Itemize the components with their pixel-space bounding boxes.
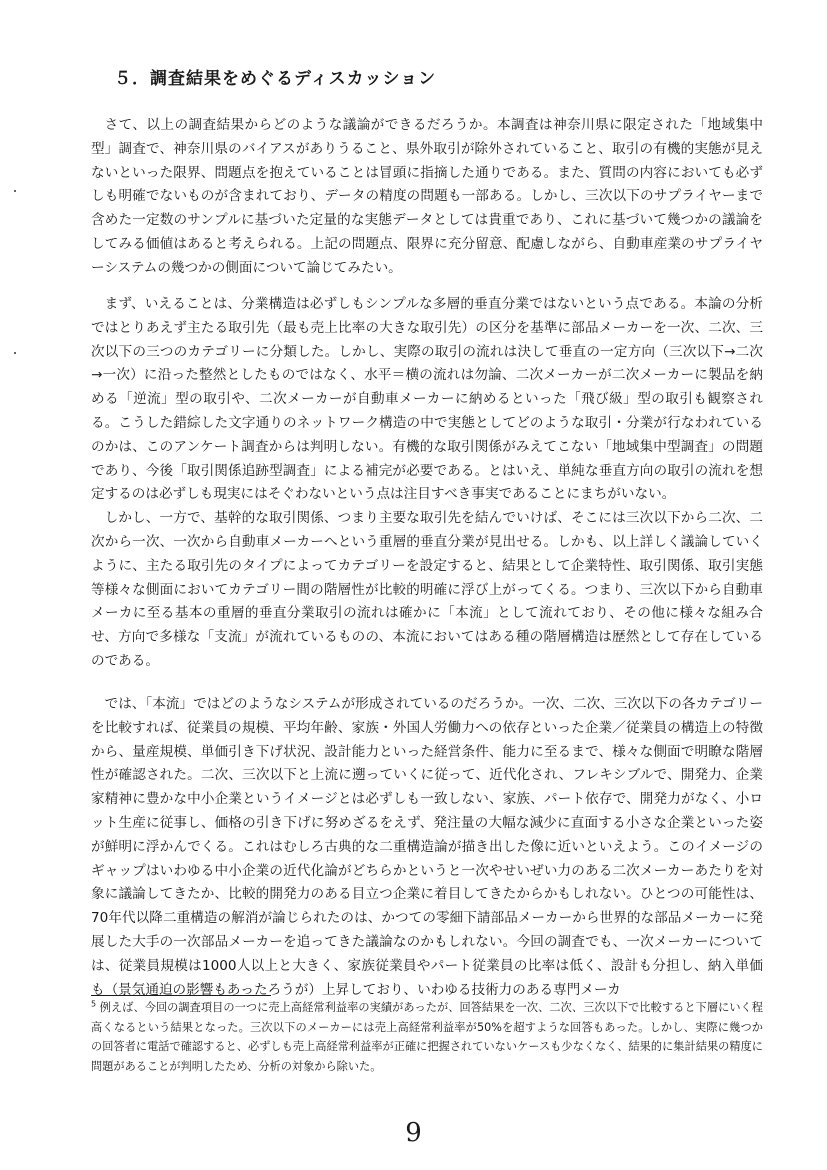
body-block-mainstream bbox=[91, 693, 763, 1002]
body-paragraph: しかし、一方で、基幹的な取引関係、つまり主要な取引先を結んでいけば、そこには三次以下から二次、二次から一次、一次から自動車メーカーへという重層的垂直分業が見出せる。しかも、以上詳しく議論していくように、主たる取引先のタイプによってカテゴリーを設定すると、結果として企業特性、取引関係、取引実態等様々な側面においてカテゴリー間の階層性が比較的明確に浮び上がってくる。つまり、三次以下から自動車メーカに至る基本の重層的垂直分業取引の流れは確かに「本流」として流れており、その他に様々な組み合せ、方向で多様な「支流」が流れているものの、本流においてはある種の階層構造は歴然として存在しているのである。 bbox=[91, 510, 763, 669]
section-heading: ５．調査結果をめぐるディスカッション bbox=[114, 69, 437, 89]
body-block-structure bbox=[91, 293, 763, 674]
footnote-divider bbox=[91, 995, 271, 996]
footnote-mark: 5 bbox=[91, 999, 97, 1009]
body-paragraph: さて、以上の調査結果からどのような議論ができるだろうか。本調査は神奈川県に限定された「地域集中型」調査で、神奈川県のバイアスがありうること、県外取引が除外されていること、取引の有機的実態が見えないといった限界、問題点を抱えていることは冒頭に指摘した通りである。また、質問の内容においても必ずしも明確でないものが含まれており、データの精度の問題も一部ある。しかし、三次以下のサプライヤーまで含めた一定数のサンプルに基づいた定量的な実態データとしては貴重であり、これに基づいて幾つかの議論をしてみる価値はあると考えられる。上記の問題点、限界に充分留意、配慮しながら、自動車産業のサプライヤーシステムの幾つかの側面について論じてみたい。 bbox=[91, 117, 763, 276]
body-block-intro bbox=[91, 114, 763, 281]
scan-speck bbox=[14, 352, 16, 354]
page-number: 9 bbox=[405, 1118, 422, 1148]
scan-speck bbox=[14, 190, 16, 192]
body-paragraph: まず、いえることは、分業構造は必ずしもシンプルな多層的垂直分業ではないという点である。本論の分析ではとりあえず主たる取引先（最も売上比率の大きな取引先）の区分を基準に部品メーカーを一次、二次、三次以下の三つのカテゴリーに分類した。しかし、実際の取引の流れは決して垂直の一定方向（三次以下→二次→一次）に沿った整然としたものではなく、水平＝横の流れは勿論、二次メーカーが二次メーカーに製品を納める「逆流」型の取引や、二次メーカーが自動車メーカーに納めるといった「飛び級」型の取引も観察される。こうした錯綜した文字通りのネットワーク構造の中で実態としてどのような取引・分業が行なわれているのかは、このアンケート調査からは判明しない。有機的な取引関係がみえてこない「地域集中型調査」の問題であり、今後「取引関係追跡型調査」による補完が必要である。とはいえ、単純な垂直方向の取引の流れを想定するのは必ずしも現実にはそぐわないという点は注目すべき事実であることにまちがいない。 bbox=[91, 296, 763, 503]
body-paragraph: では、「本流」ではどのようなシステムが形成されているのだろうか。一次、二次、三次以下の各カテゴリーを比較すれば、従業員の規模、平均年齢、家族・外国人労働力への依存といった企業／従業員の構造上の特徴から、量産規模、単価引き下げ状況、設計能力といった経営条件、能力に至るまで、様々な側面で明瞭な階層性が確認された。二次、三次以下と上流に遡っていくに従って、近代化され、フレキシブルで、開発力、企業家精神に豊かな中小企業というイメージとは必ずしも一致しない、家族、パート依存で、開発力がなく、小ロット生産に従事し、価格の引き下げに努めざるをえず、発注量の大幅な減少に直面する小さな企業といった姿が鮮明に浮かんでくる。これはむしろ古典的な二重構造論が描き出した像に近いといえよう。このイメージのギャップはいわゆる中小企業の近代化論がどちらかというと一次やせいぜい力のある二次メーカーあたりを対象に議論してきたか、比較的開発力のある目立つ企業に着目してきたからかもしれない。ひとつの可能性は、70年代以降二重構造の解消が論じられたのは、かつての零細下請部品メーカーから世界的な部品メーカーに発展した大手の一次部品メーカーを追ってきた議論なのかもしれない。今回の調査でも、一次メーカーについては、従業員規模は1000人以上と大きく、家族従業員やパート従業員の比率は低く、設計も分担し、納入単価も（景気通迫の影響もあったろうが）上昇しており、いわゆる技術力のある専門メーカ bbox=[91, 696, 763, 998]
footnote bbox=[91, 998, 763, 1076]
footnote-text: 例えば、今回の調査項目の一つに売上高経常利益率の実績があったが、回答結果を一次、二次、三次以下で比較すると下層にいく程高くなるという結果となった。三次以下のメーカーには売上高経常利益率が50%を超すような回答もあった。しかし、実際に幾つかの回答者に電話で確認すると、必ずしも売上高経常利益率が正確に把握されていないケースも少なくなく、結果的に集計結果の精度に問題があることが判明したため、分析の対象から除いた。 bbox=[91, 1001, 763, 1073]
